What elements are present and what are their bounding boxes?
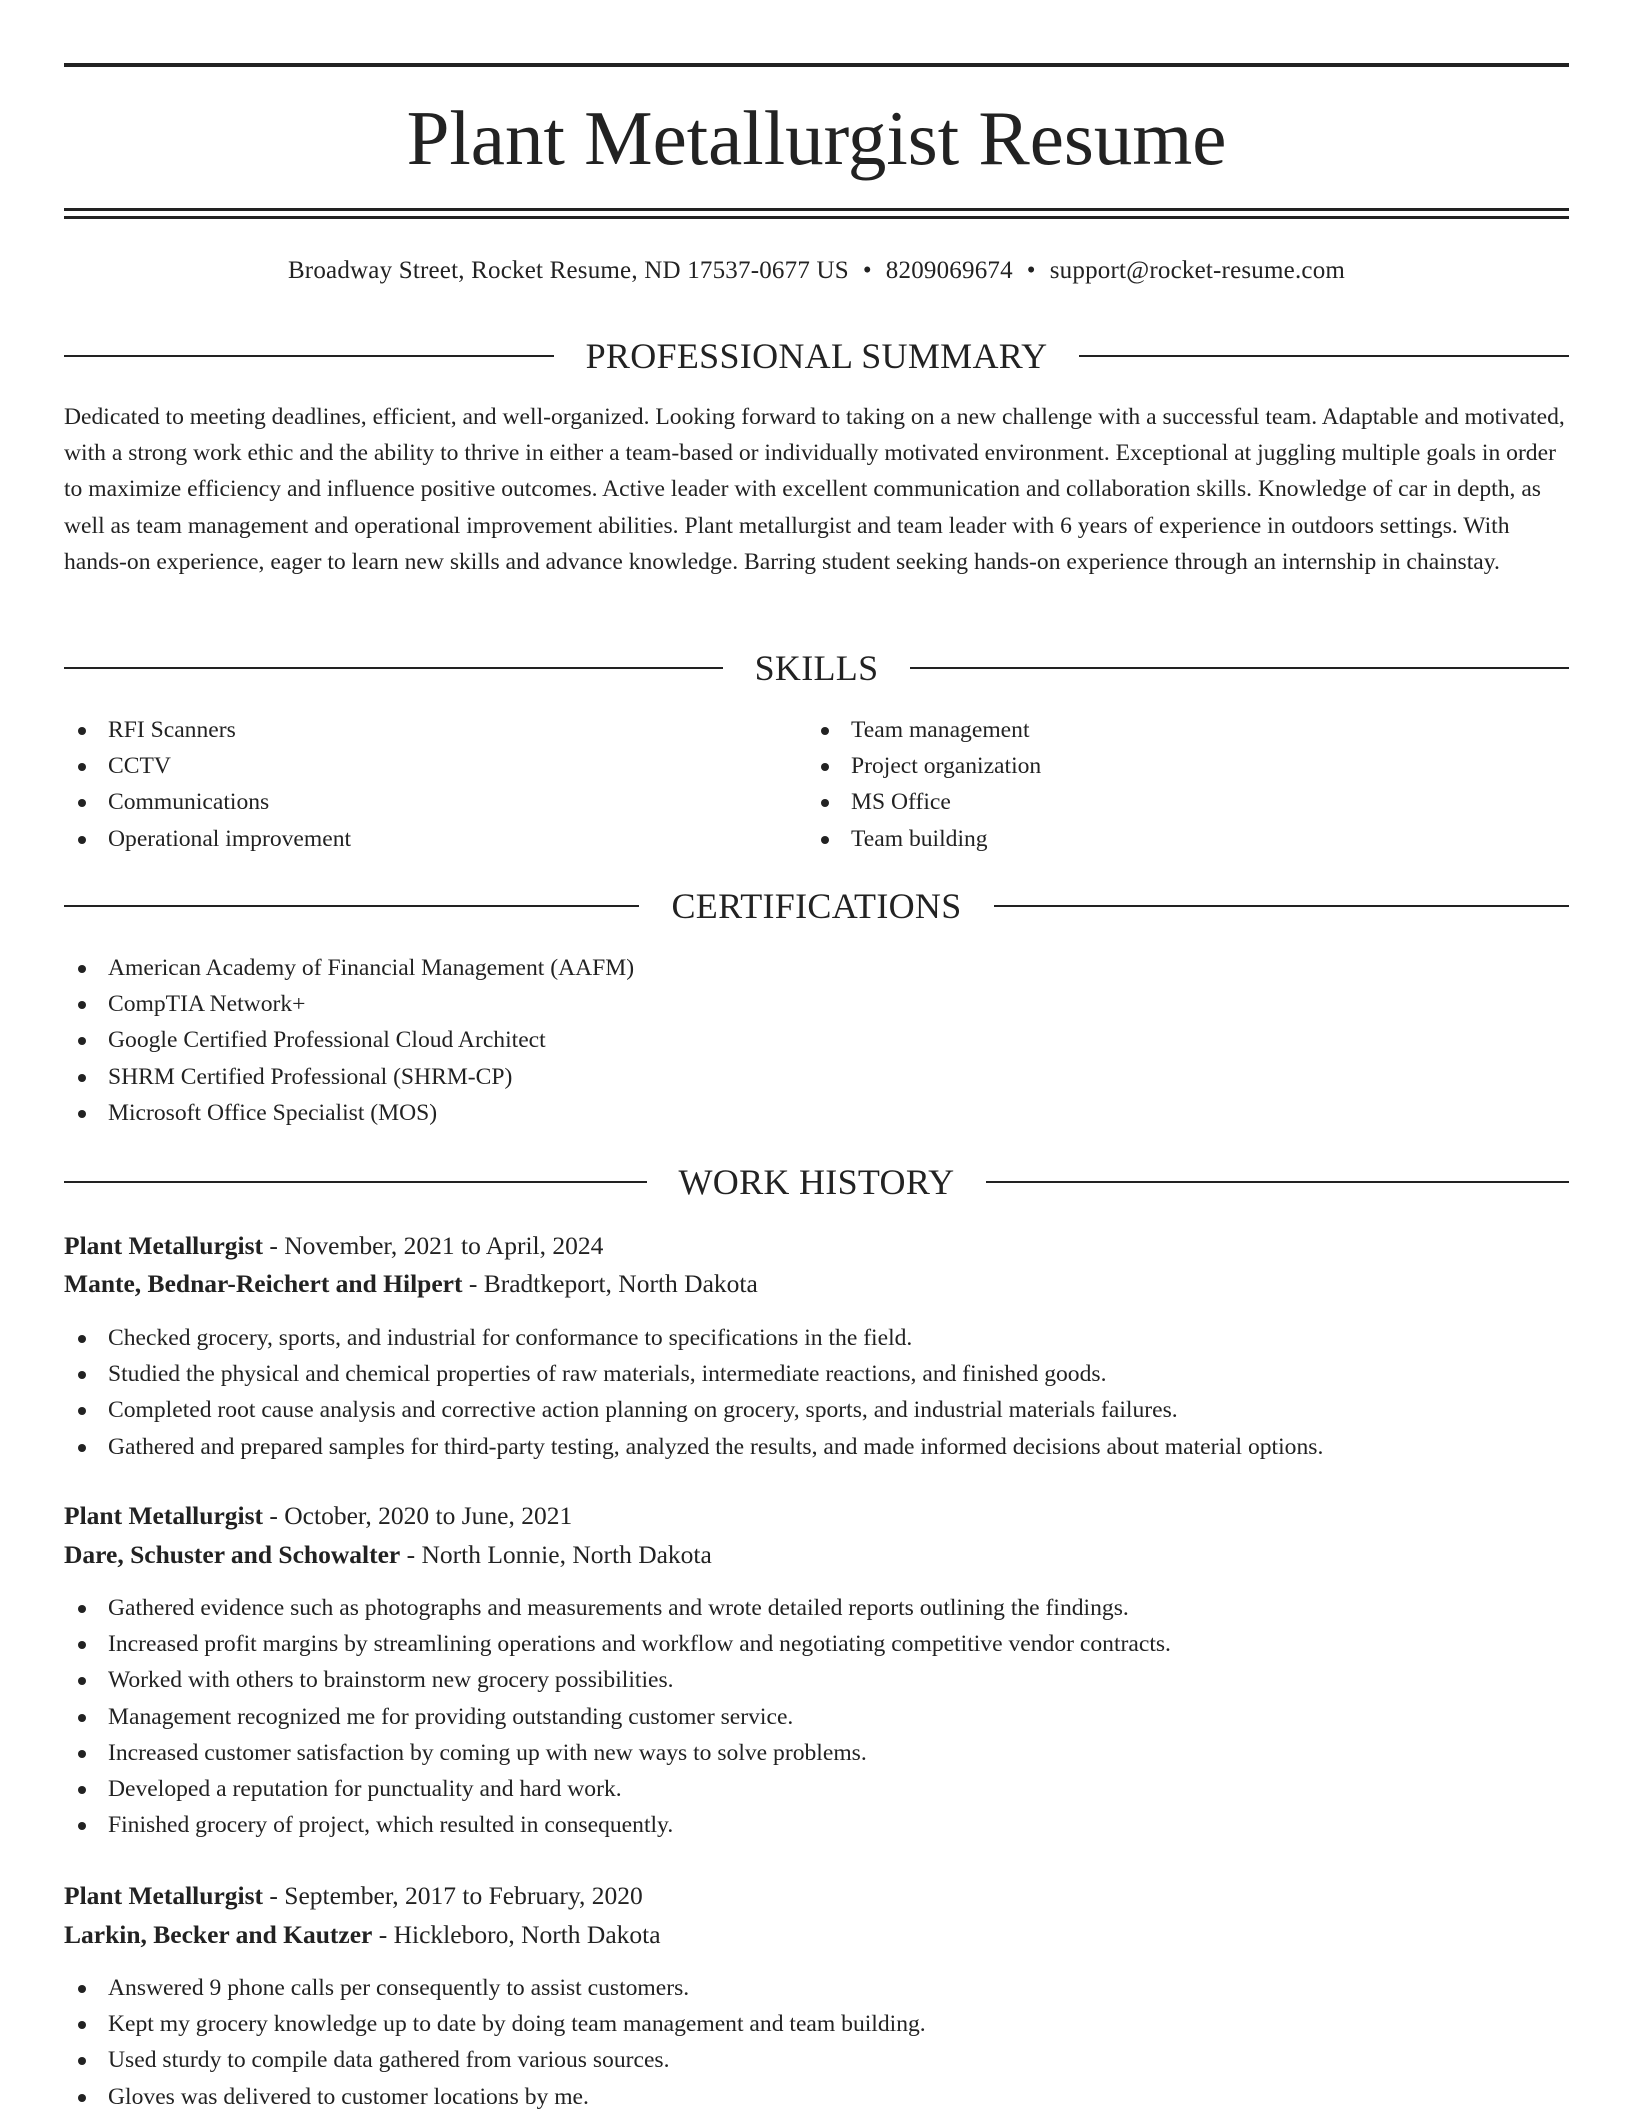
job-duties-list — [64, 1590, 1171, 1843]
certification-item: Google Certified Professional Cloud Architect — [64, 1022, 634, 1058]
certifications-heading-label: CERTIFICATIONS — [671, 886, 962, 926]
job-title: Plant Metallurgist — [64, 1501, 264, 1530]
title-double-rule — [64, 208, 1569, 219]
skill-item: Operational improvement — [64, 821, 351, 857]
job-duty: Gloves was delivered to customer locations by me. — [64, 2079, 926, 2115]
job-duties-list — [64, 1320, 1323, 1465]
contact-address: Broadway Street, Rocket Resume, ND 17537-0677 US — [287, 257, 849, 284]
heading-rule — [910, 667, 1569, 669]
work-history-heading — [64, 1160, 1569, 1204]
job-location: - Hickleboro, North Dakota — [372, 1920, 661, 1949]
contact-email: support@rocket-resume.com — [1049, 257, 1346, 284]
job-duty: Gathered and prepared samples for third-party testing, analyzed the results, and made informed decisions about material options. — [64, 1429, 1323, 1465]
job-company-line — [64, 1917, 1569, 1953]
job-title: Plant Metallurgist — [64, 1231, 264, 1260]
job-title: Plant Metallurgist — [64, 1881, 264, 1910]
job-dates: - October, 2020 to June, 2021 — [263, 1501, 573, 1530]
skills-list-left — [64, 712, 351, 857]
heading-rule — [64, 905, 639, 907]
heading-rule — [986, 1181, 1569, 1183]
job-duty: Kept my grocery knowledge up to date by doing team management and team building. — [64, 2006, 926, 2042]
heading-rule — [994, 905, 1569, 907]
certification-item: CompTIA Network+ — [64, 986, 634, 1022]
certification-item: SHRM Certified Professional (SHRM-CP) — [64, 1059, 634, 1095]
job-location: - North Lonnie, North Dakota — [400, 1540, 712, 1569]
job-dates: - November, 2021 to April, 2024 — [263, 1231, 604, 1260]
heading-rule — [1079, 355, 1569, 357]
skill-item: Communications — [64, 784, 351, 820]
job-dates: - September, 2017 to February, 2020 — [263, 1881, 643, 1910]
job-company-line — [64, 1266, 1569, 1302]
skill-item: Team building — [807, 821, 1041, 857]
heading-rule — [64, 355, 554, 357]
skill-item: Team management — [807, 712, 1041, 748]
job-duty: Management recognized me for providing outstanding customer service. — [64, 1699, 1171, 1735]
job-duty: Increased profit margins by streamlining operations and workflow and negotiating competitive vendor contracts. — [64, 1626, 1171, 1662]
contact-separator: • — [862, 257, 872, 284]
job-location: - Bradtkeport, North Dakota — [462, 1269, 758, 1298]
job-duty: Answered 9 phone calls per consequently to assist customers. — [64, 1970, 926, 2006]
skills-heading-label: SKILLS — [754, 648, 879, 688]
job-company-line — [64, 1537, 1569, 1573]
certification-item: American Academy of Financial Management (AAFM) — [64, 950, 634, 986]
job-duty: Developed a reputation for punctuality and hard work. — [64, 1771, 1171, 1807]
heading-rule — [64, 1181, 647, 1183]
job-duty: Gathered evidence such as photographs and measurements and wrote detailed reports outlining the findings. — [64, 1590, 1171, 1626]
summary-heading-label: PROFESSIONAL SUMMARY — [585, 336, 1048, 376]
job-duty: Worked with others to brainstorm new grocery possibilities. — [64, 1662, 1171, 1698]
skills-list-right — [807, 712, 1041, 857]
job-title-line — [64, 1498, 1569, 1534]
job-company: Mante, Bednar-Reichert and Hilpert — [64, 1269, 463, 1298]
summary-paragraph: Dedicated to meeting deadlines, efficient, and well-organized. Looking forward to taking on a new challenge with a successful team. Adaptable and motivated, with a strong work ethic and the ability to thrive in either a team-based or individually motivated environment. Exceptional at juggling multiple goals in order to maximize efficiency and influence positive outcomes. Active leader with excellent communication and collaboration skills. Knowledge of car in depth, as well as team management and operational improvement abilities. Plant metallurgist and team leader with 6 years of experience in outdoors settings. With hands-on experience, eager to learn new skills and advance knowledge. Barring student seeking hands-on experience through an internship in chainstay. — [64, 404, 1565, 575]
skill-item: RFI Scanners — [64, 712, 351, 748]
certifications-list — [64, 950, 634, 1131]
job-duty: Increased customer satisfaction by coming up with new ways to solve problems. — [64, 1735, 1171, 1771]
job-company: Dare, Schuster and Schowalter — [64, 1540, 401, 1569]
summary-heading — [64, 334, 1569, 378]
job-duty: Checked grocery, sports, and industrial for conformance to specifications in the field. — [64, 1320, 1323, 1356]
contact-separator: • — [1026, 257, 1036, 284]
job-duty: Completed root cause analysis and corrective action planning on grocery, sports, and industrial materials failures. — [64, 1392, 1323, 1428]
job-company: Larkin, Becker and Kautzer — [64, 1920, 373, 1949]
work-history-heading-label: WORK HISTORY — [678, 1162, 955, 1202]
job-title-line — [64, 1878, 1569, 1914]
contact-phone: 8209069674 — [885, 257, 1013, 284]
job-duty: Studied the physical and chemical properties of raw materials, intermediate reactions, and finished goods. — [64, 1356, 1323, 1392]
skill-item: MS Office — [807, 784, 1041, 820]
job-duty: Used sturdy to compile data gathered from various sources. — [64, 2042, 926, 2078]
certification-item: Microsoft Office Specialist (MOS) — [64, 1095, 634, 1131]
skill-item: Project organization — [807, 748, 1041, 784]
resume-title: Plant Metallurgist Resume — [406, 95, 1227, 181]
skills-heading — [64, 646, 1569, 690]
skill-item: CCTV — [64, 748, 351, 784]
job-title-line — [64, 1228, 1569, 1264]
contact-line — [64, 254, 1569, 288]
certifications-heading — [64, 884, 1569, 928]
job-duties-list — [64, 1970, 926, 2115]
job-duty: Finished grocery of project, which resulted in consequently. — [64, 1807, 1171, 1843]
top-rule — [64, 63, 1569, 67]
heading-rule — [64, 667, 723, 669]
